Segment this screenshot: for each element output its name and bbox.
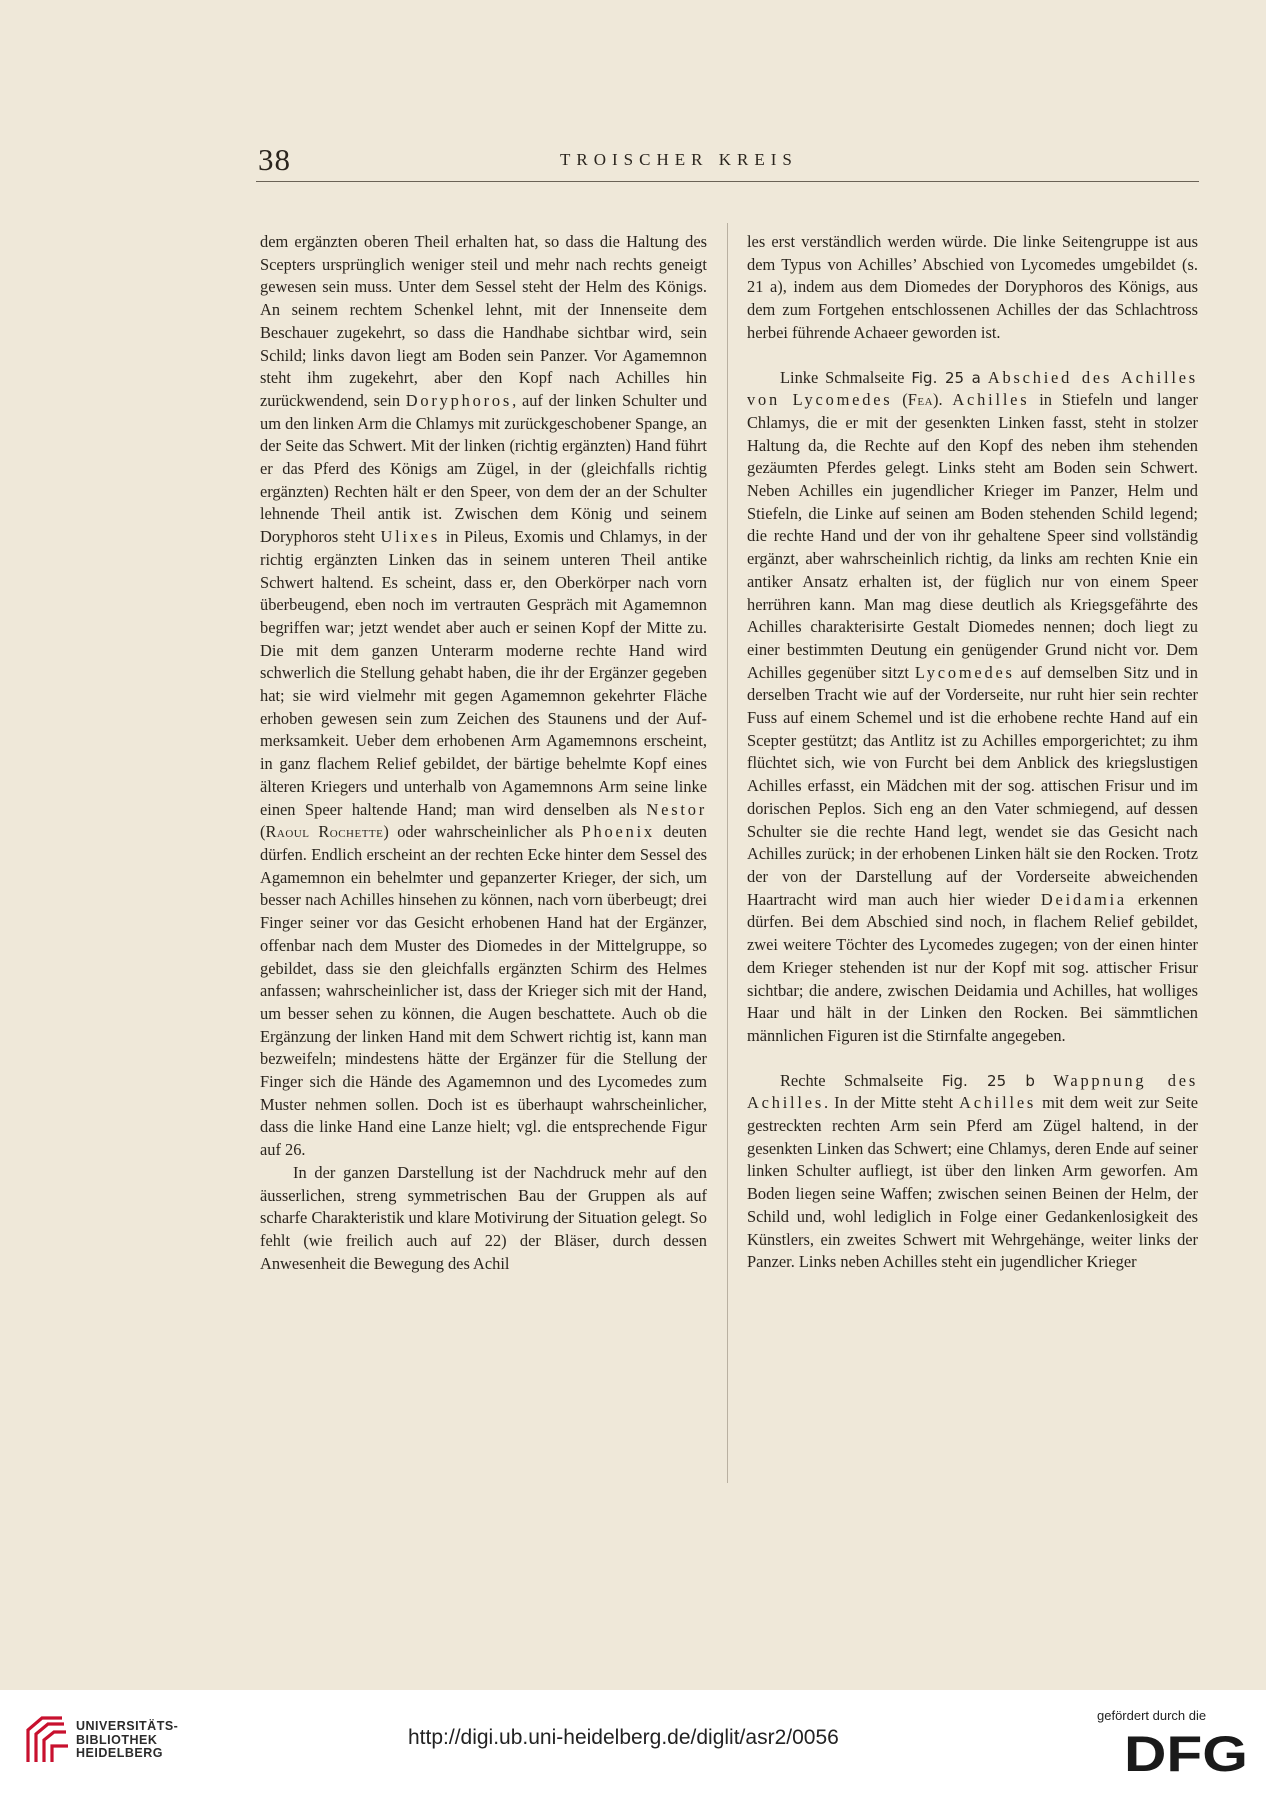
header-rule bbox=[256, 181, 1199, 182]
text-run: Linke Schmalseite bbox=[780, 367, 912, 387]
viewer-footer bbox=[0, 1690, 1266, 1793]
dfg-logo-icon bbox=[1124, 1730, 1248, 1774]
paragraph bbox=[260, 1162, 707, 1276]
spaced-name: Achilles bbox=[952, 390, 1030, 410]
author-citation: Fea bbox=[907, 390, 934, 410]
author-citation: Raoul Rochette bbox=[265, 822, 384, 842]
text-run bbox=[1035, 1071, 1054, 1090]
column-divider bbox=[727, 223, 728, 1483]
page-number: 38 bbox=[258, 142, 291, 177]
paragraph bbox=[747, 231, 1198, 345]
paragraph bbox=[747, 1070, 1198, 1274]
text-run: , auf der linken Schulter und um den linken Arm die Chlamys mit zurückgeschobener Spange, an der Seite das Schwert. Mit der linken (richtig ergänzten) Hand führt er das Pferd des Königs am Zügel, in der (gleichfalls richtig ergänzten) Rechten hält er den Speer, von dem der an der Schulter lehnende Theil antik ist. Zwischen dem König und seinem Doryphoros steht bbox=[260, 390, 707, 547]
running-head: TROISCHER KREIS bbox=[560, 150, 798, 169]
text-run: in Stiefeln und langer Chlamys, die er mit der gesenkten Linken fasst, steht in stolzer Haltung da, die Rechte auf den Kopf des neben ihm stehenden gezäumten Pferdes gelegt. Links steht am Boden sein Schwert. Neben Achilles ein jugendlicher Krieger im Panzer, Helm und Stiefeln, die Linke auf seinen am Boden stehenden Schild legend; die rechte Hand und der von ihr gehaltene Speer sind vollständig ergänzt, aber wahrscheinlich richtig, da links am rechten Knie ein antiker Ansatz erhalten ist, der füglich nur von einem Speer herrühren kann. Man mag diese deutlich als Kriegsgefährte des Achilles charakterisirte Gestalt Diomedes nennen; doch liegt zu einer bestimmten Deutung ein genügender Grund nicht vor. Dem Achilles gegenüber sitzt bbox=[747, 390, 1198, 682]
paragraph bbox=[260, 231, 707, 1162]
text-run: erkennen dürfen. Bei dem Abschied sind noch, in flachem Relief gebildet, zwei weitere Töchter des Lycomedes zugegen; von der einen hinter dem Krieger stehenden ist nur der Kopf mit sog. attischer Frisur sichtbar; die andere, zwischen Deidamia und Achilles, hat wolliges Haar und hält in der Linken den Rocken. Bei sämmtlichen männlichen Figuren ist die Stirnfalte angegeben. bbox=[747, 889, 1198, 1045]
permalink-url[interactable]: http://digi.ub.uni-heidelberg.de/diglit/asr2/0056 bbox=[408, 1726, 839, 1749]
figure-reference: Fig. 25 a bbox=[911, 368, 981, 387]
text-run: ( bbox=[892, 390, 908, 410]
text-run: auf demselben Sitz und in derselben Tracht wie auf der Vorderseite, nur ruht hier sein rechter Fuss auf einem Schemel und ist die erhobene rechte Hand auf ein Scepter gestützt; das Antlitz ist zu Achilles emporgerichtet; zu ihm flüchtet sich, wie von Furcht bei dem Anblick des kriegslustigen Achilles erfasst, ein Mädchen mit der sog. attischen Frisur und im dorischen Peplos. Sich eng an den Vater schmiegend, auf dessen Schulter sie die rechte Hand legt, wendet sie das Gesicht nach Achilles zurück; in der erhobenen Linken hält sie den Rocken. Trotz der von der Darstellung auf der Vorderseite abweichenden Haartracht wird man auch hier wieder bbox=[747, 662, 1198, 909]
text-run: deuten dürfen. Endlich erscheint an der rechten Ecke hinter dem Sessel des Agamemnon ein behelmter und gepanzerter Krieger, der sich, um besser nach Achilles hinsehen zu können, nach vorn überbeugt; drei Finger seiner vor das Gesicht erhobenen Hand hat der Ergänzer, offenbar nach dem Muster des Diomedes in der Mittelgruppe, so gebildet, dass sie den gleichfalls ergänzten Schirm des Helmes anfassen; wahrscheinlicher ist, dass der Krieger sich mit der Hand, um besser sehen zu können, die Augen beschattete. Auch ob die Ergänzung der linken Hand mit dem Schwert richtig ist, kann man bezweifeln; mindestens hätte der Ergänzer für die Stellung der Finger sich die Hände des Agamemnon und des Lycomedes zum Muster nehmen sollen. Doch ist es überhaupt wahrscheinlicher, dass die linke Hand eine Lanze hielt; vgl. die entsprechende Figur auf 26. bbox=[260, 822, 707, 1160]
spaced-name: Lycomedes bbox=[914, 662, 1015, 682]
svg-text:DFG: DFG bbox=[1124, 1730, 1248, 1774]
spaced-name: Abschied des Achilles von Lycomedes bbox=[747, 367, 1198, 410]
paragraph bbox=[747, 367, 1198, 1048]
university-library-logo-icon bbox=[24, 1712, 70, 1768]
sponsor-label: gefördert durch die bbox=[1097, 1708, 1207, 1723]
text-run: mit dem weit zur Seite gestreckten rechten Arm sein Pferd am Zügel haltend, in der gesenkten Linken das Schwert; eine Chlamys, deren Ende auf seiner linken Schulter aufliegt, ist über den linken Arm geworfen. Am Boden liegen seine Waffen; zwischen seinen Beinen der Helm, der Schild und, wohl lediglich in Folge einer Gedankenlosigkeit des Künstlers, ein zweites Schwert mit Wehrgehänge, weiter links der Panzer. Links neben Achilles steht ein jugendlicher Krieger bbox=[747, 1093, 1198, 1272]
text-run: ) oder wahrscheinlicher als bbox=[383, 822, 582, 842]
text-run: dem ergänzten oberen Theil erhalten hat, so dass die Haltung des Scepters ursprünglich weniger steil und mehr nach rechts geneigt gewesen sein muss. Unter dem Sessel steht der Helm des Königs. An seinem rechtem Schenkel lehnt, mit der Innenseite dem Beschauer zugekehrt, so dass die Handhabe sichtbar wird, sein Schild; links davon liegt am Boden sein Panzer. Vor Agamemnon steht ihm zugekehrt, aber den Kopf nach Achilles hin zurückwendend, sein bbox=[260, 232, 707, 410]
text-run bbox=[981, 368, 988, 387]
text-run: ). bbox=[933, 390, 953, 410]
spaced-name: Wappnung des Achilles bbox=[747, 1070, 1199, 1113]
text-run: les erst verständlich werden würde. Die linke Seitengruppe ist aus dem Typus von Achilles’ Abschied von Lycomedes umgebildet (s. 21 a), indem aus dem Diomedes der Doryphoros des Königs, aus dem zum Fortgehen entschlossenen Achilles der das Schlachtross herbei führende Achaeer geworden ist. bbox=[747, 232, 1198, 342]
spaced-name: Doryphoros bbox=[405, 390, 513, 410]
library-name: UNIVERSITÄTS- BIBLIOTHEK HEIDELBERG bbox=[76, 1719, 179, 1760]
spaced-name: Achilles bbox=[959, 1093, 1037, 1113]
right-column bbox=[747, 231, 1198, 1274]
spaced-name: Ulixes bbox=[380, 527, 441, 547]
left-column bbox=[260, 231, 707, 1275]
spaced-name: Deidamia bbox=[1040, 889, 1128, 909]
text-run: In der ganzen Darstellung ist der Nachdruck mehr auf den äusserlichen, streng symmetrischen Bau der Gruppen als auf scharfe Charakteristik und klare Motivirung der Situation gelegt. So fehlt (wie freilich auch auf 22) der Bläser, durch dessen Anwesenheit die Bewegung des Achil bbox=[260, 1162, 707, 1273]
text-run: Rechte Schmalseite bbox=[780, 1070, 942, 1090]
spaced-name: Phoenix bbox=[581, 822, 655, 842]
text-run: ( bbox=[260, 822, 266, 842]
figure-reference: Fig. 25 b bbox=[941, 1071, 1035, 1090]
spaced-name: Nestor bbox=[646, 799, 707, 819]
text-run: in Pileus, Exomis und Chlamys, in der richtig ergänzten Linken das in seinem unteren Theil antike Schwert haltend. Es scheint, dass er, den Oberkörper nach vorn überbeugend, eben noch im vertrauten Gespräch mit Agamemnon begriffen war; jetzt wendet aber auch er seinen Kopf der Mitte zu. Die mit dem ganzen Unterarm moderne rechte Hand wird schwerlich die Stellung gehabt haben, die ihr der Ergänzer gegeben hat; sie wird vielmehr mit gegen Agamemnon gekehrter Fläche erhoben gewesen sein zum Zeichen des Staunens und der Aufmerksamkeit. Ueber dem erhobenen Arm Agamemnons erscheint, in ganz flachem Relief gebildet, der bärtige behelmte Kopf eines älteren Kriegers und unterhalb von Agamemnons Arm seine linke einen Speer haltende Hand; man wird denselben als bbox=[260, 527, 707, 819]
text-run: . In der Mitte steht bbox=[824, 1093, 960, 1113]
